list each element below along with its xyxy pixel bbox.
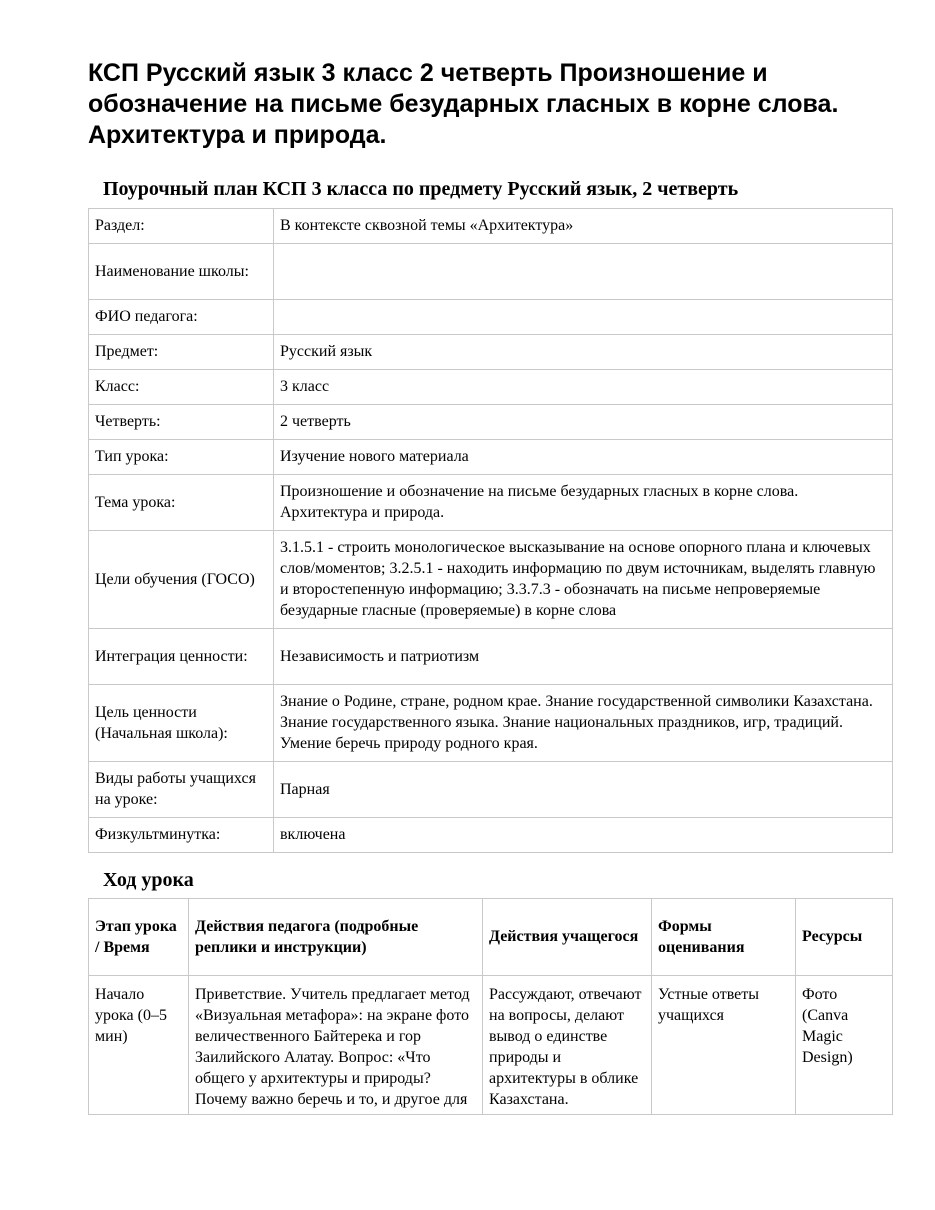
- header-stage-time: Этап урока / Время: [89, 899, 189, 976]
- info-label: Тип урока:: [89, 440, 274, 475]
- info-value: В контексте сквозной темы «Архитектура»: [274, 209, 893, 244]
- info-value: Независимость и патриотизм: [274, 629, 893, 685]
- cell-teacher-actions: Приветствие. Учитель предлагает метод «Визуальная метафора»: на экране фото величественного Байтерека и гор Заилийского Алатау. Вопрос: «Что общего у архитектуры и природы? Почему важно беречь и то, и другое для: [189, 976, 483, 1115]
- plan-title: Поурочный план КСП 3 класса по предмету Русский язык, 2 четверть: [103, 178, 739, 200]
- info-value: включена: [274, 818, 893, 853]
- info-row-subject: [89, 335, 893, 370]
- info-value: 3 класс: [274, 370, 893, 405]
- info-label: Предмет:: [89, 335, 274, 370]
- info-row-physical-break: [89, 818, 893, 853]
- info-row-lesson-type: [89, 440, 893, 475]
- info-row-teacher: [89, 300, 893, 335]
- info-row-values-goal: [89, 685, 893, 762]
- info-row-learning-goals: [89, 531, 893, 629]
- info-value: Произношение и обозначение на письме безударных гласных в корне слова. Архитектура и природа.: [274, 475, 893, 531]
- info-label: Интеграция ценности:: [89, 629, 274, 685]
- info-label: Цели обучения (ГОСО): [89, 531, 274, 629]
- lesson-flow-table: [88, 898, 893, 1115]
- document-page: [88, 58, 893, 1115]
- info-value: [274, 244, 893, 300]
- info-label: Виды работы учащихся на уроке:: [89, 762, 274, 818]
- info-label: Класс:: [89, 370, 274, 405]
- document-title: КСП Русский язык 3 класс 2 четверть Произношение и обозначение на письме безударных гласных в корне слова. Архитектура и природа.: [88, 59, 839, 149]
- info-value: Парная: [274, 762, 893, 818]
- header-resources: Ресурсы: [796, 899, 893, 976]
- cell-student-actions: Рассуждают, отвечают на вопросы, делают вывод о единстве природы и архитектуры в облике Казахстана.: [483, 976, 652, 1115]
- lesson-info-table: [88, 208, 893, 853]
- info-value: 2 четверть: [274, 405, 893, 440]
- table-row: [89, 976, 893, 1115]
- info-row-school: [89, 244, 893, 300]
- info-row-lesson-topic: [89, 475, 893, 531]
- info-label: Раздел:: [89, 209, 274, 244]
- info-row-section: [89, 209, 893, 244]
- info-value: [274, 300, 893, 335]
- info-label: Цель ценности (Начальная школа):: [89, 685, 274, 762]
- info-row-work-types: [89, 762, 893, 818]
- info-row-quarter: [89, 405, 893, 440]
- info-value: Знание о Родине, стране, родном крае. Знание государственной символики Казахстана. Знание государственного языка. Знание национальных праздников, игр, традиций. Умение беречь природу родного края.: [274, 685, 893, 762]
- info-value: 3.1.5.1 - строить монологическое высказывание на основе опорного плана и ключевых слов/моментов; 3.2.5.1 - находить информацию по двум источникам, выделять главную и второстепенную информацию; 3.3.7.3 - обозначать на письме непроверяемые безударные гласные (проверяемые) в корне слова: [274, 531, 893, 629]
- cell-stage-time: Начало урока (0–5 мин): [89, 976, 189, 1115]
- info-label: Наименование школы:: [89, 244, 274, 300]
- flow-header-row: [89, 899, 893, 976]
- info-label: Физкультминутка:: [89, 818, 274, 853]
- cell-resources: Фото (Canva Magic Design): [796, 976, 893, 1115]
- info-row-values-integration: [89, 629, 893, 685]
- lesson-flow-title: Ход урока: [103, 869, 194, 891]
- info-value: Русский язык: [274, 335, 893, 370]
- header-teacher-actions: Действия педагога (подробные реплики и инструкции): [189, 899, 483, 976]
- header-student-actions: Действия учащегося: [483, 899, 652, 976]
- info-value: Изучение нового материала: [274, 440, 893, 475]
- info-label: Тема урока:: [89, 475, 274, 531]
- info-label: ФИО педагога:: [89, 300, 274, 335]
- info-row-grade: [89, 370, 893, 405]
- cell-assessment: Устные ответы учащихся: [652, 976, 796, 1115]
- header-assessment: Формы оценивания: [652, 899, 796, 976]
- info-label: Четверть:: [89, 405, 274, 440]
